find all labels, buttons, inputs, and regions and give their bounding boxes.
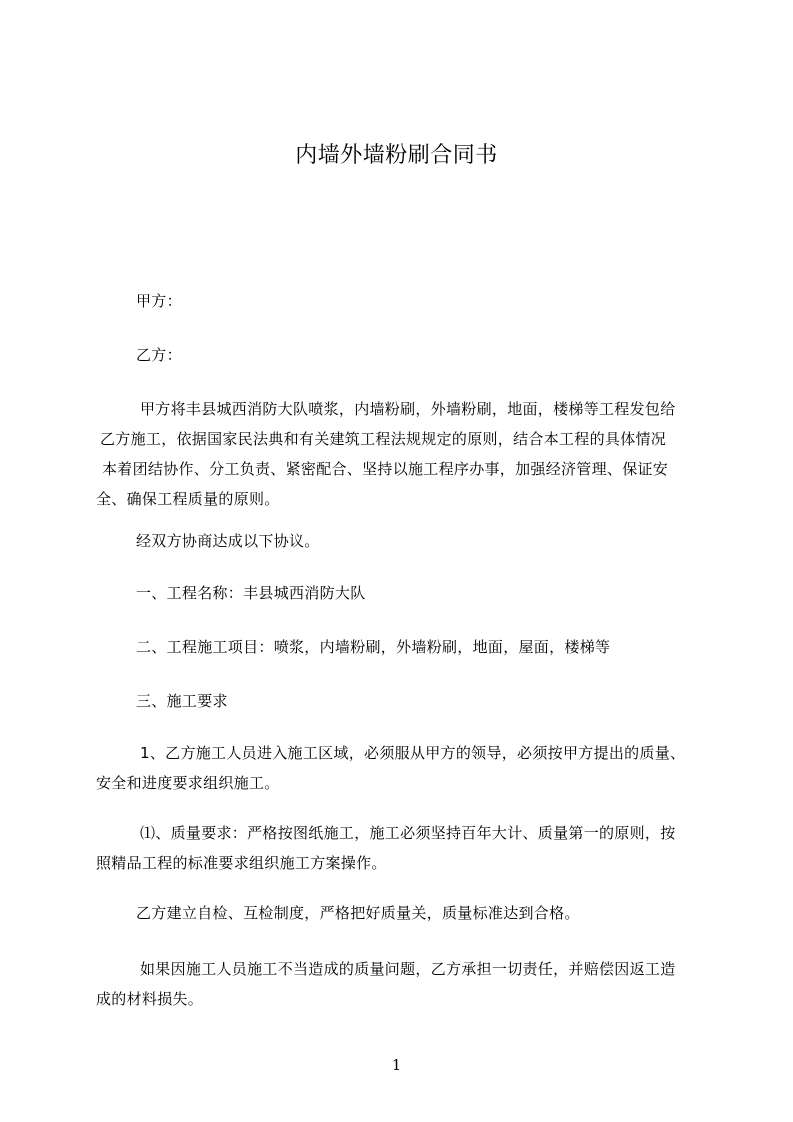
party-b-label: 乙方： — [136, 346, 182, 364]
intro-line: 甲方将丰县城西消防大队喷浆，内墙粉刷，外墙粉刷，地面，楼梯等工程发包给 — [140, 400, 676, 418]
party-a-line — [96, 286, 708, 316]
party-a-label: 甲方： — [136, 292, 182, 310]
document-title: 内墙外墙粉刷合同书 — [295, 143, 498, 168]
requirement-1-paragraph — [96, 738, 708, 798]
agreement-text: 经双方协商达成以下协议。 — [136, 532, 320, 550]
requirement-line: 安全和进度要求组织施工。 — [96, 774, 280, 792]
section-3 — [96, 686, 708, 716]
section-2 — [96, 632, 708, 662]
quality-line: 照精品工程的标准要求组织施工方案操作。 — [96, 854, 387, 872]
intro-line: 全、确保工程质量的原则。 — [96, 490, 280, 508]
intro-line: 乙方施工，依据国家民法典和有关建筑工程法规规定的原则，结合本工程的具体情况 — [100, 430, 667, 448]
section-2-text: 二、工程施工项目：喷浆，内墙粉刷，外墙粉刷，地面，屋面，楼梯等 — [136, 638, 611, 656]
self-check-paragraph — [96, 898, 708, 928]
quality-paragraph — [96, 818, 708, 878]
self-check-text: 乙方建立自检、互检制度，严格把好质量关，质量标准达到合格。 — [136, 904, 580, 922]
liability-paragraph — [96, 954, 708, 1014]
liability-line: 成的材料损失。 — [96, 990, 204, 1008]
section-3-heading: 三、施工要求 — [136, 692, 228, 710]
party-b-line — [96, 340, 708, 370]
quality-line: ⑴、质量要求：严格按图纸施工，施工必须坚持百年大计、质量第一的原则，按 — [140, 824, 676, 842]
requirement-line: 1、乙方施工人员进入施工区域，必须服从甲方的领导，必须按甲方提出的质量、 — [140, 744, 686, 762]
section-1-text: 一、工程名称：丰县城西消防大队 — [136, 584, 366, 602]
intro-paragraph — [96, 394, 708, 514]
page-number: 1 — [391, 1056, 402, 1074]
liability-line: 如果因施工人员施工不当造成的质量问题，乙方承担一切责任，并赔偿因返工造 — [140, 960, 676, 978]
agreement-line — [96, 526, 708, 556]
section-1 — [96, 578, 708, 608]
intro-line: 本着团结协作、分工负责、紧密配合、坚持以施工程序办事，加强经济管理、保证安 — [102, 460, 669, 478]
